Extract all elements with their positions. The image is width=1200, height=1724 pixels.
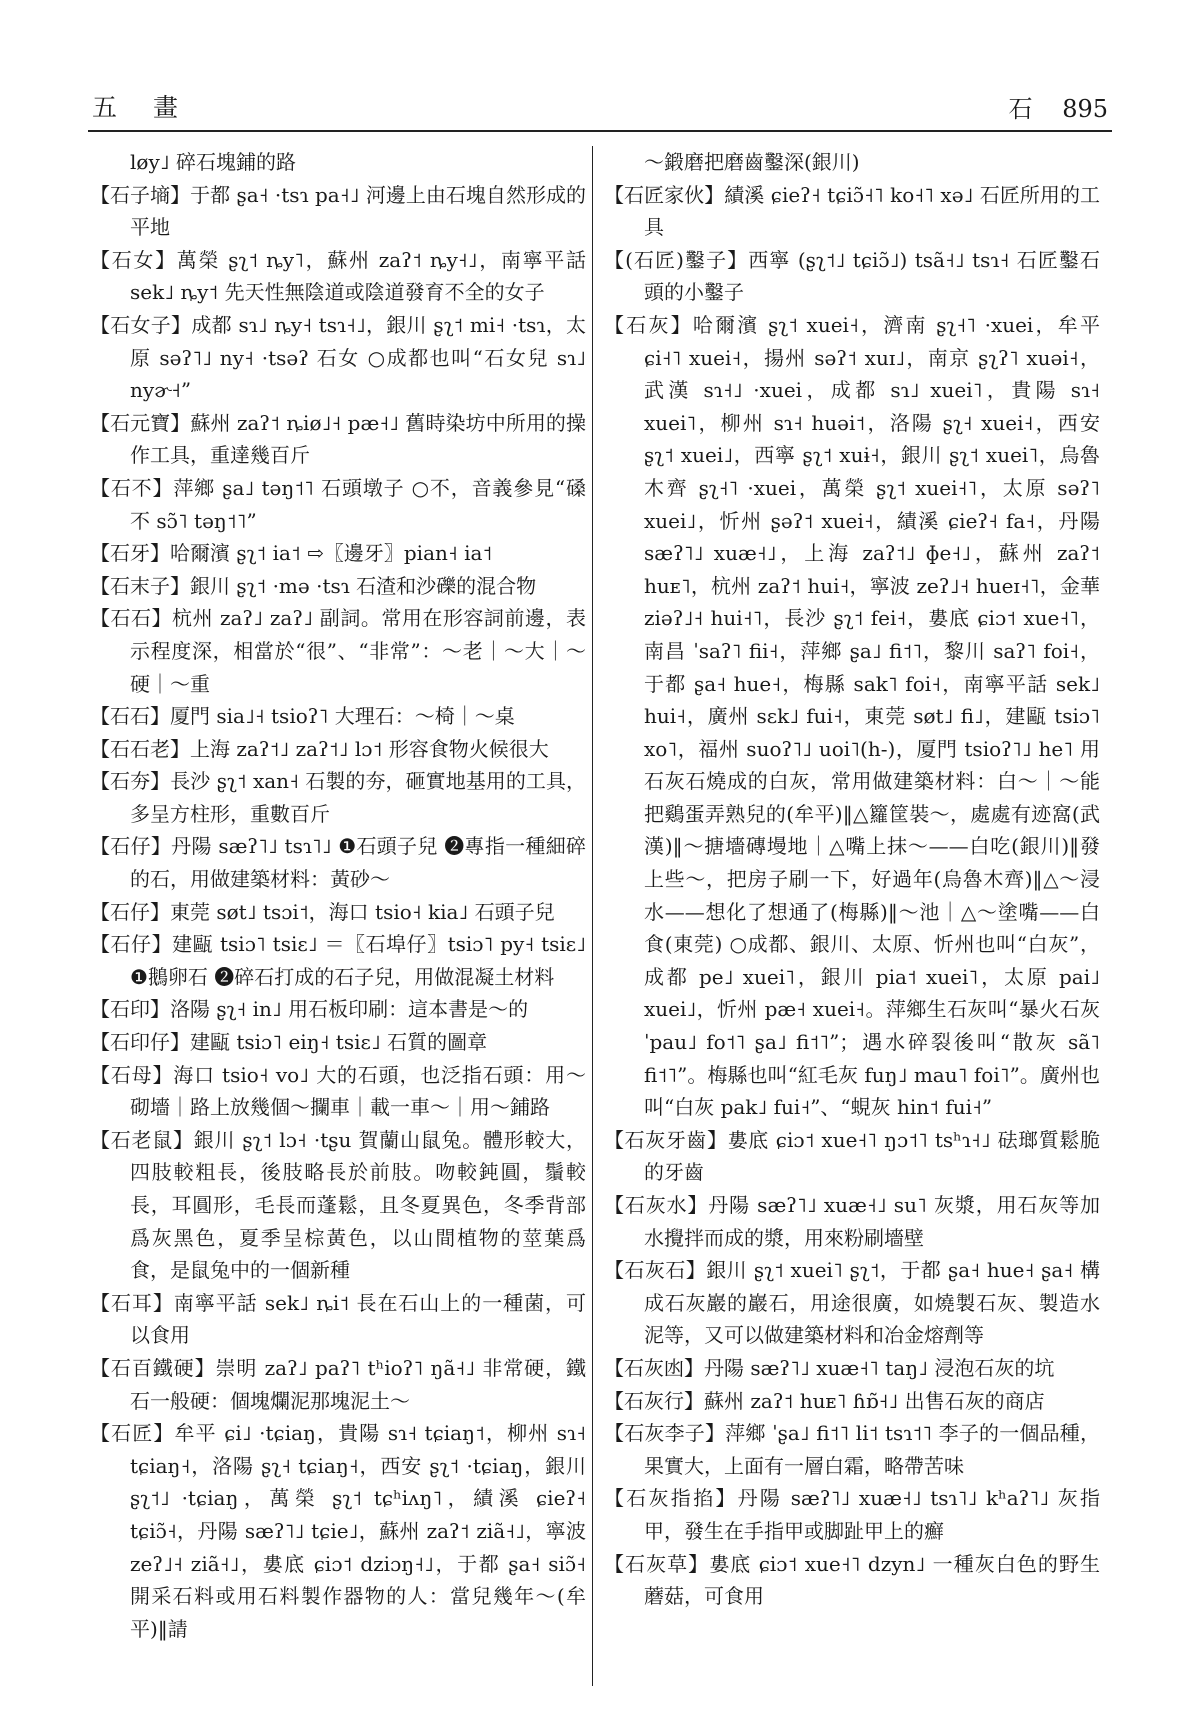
dictionary-entry: 【石印】洛陽 ʂʅ˧ in˩ 用石板印刷：這本書是～的 xyxy=(90,997,529,1022)
page-header xyxy=(88,90,1112,132)
dictionary-entry: 【石匠】牟平 ɕi˩ ·tɕiaŋ，貴陽 sɿ˧ tɕiaŋ˦，柳州 sɿ˧ tɕiaŋ˧，洛陽 ʂʅ˧ tɕiaŋ˧，西安 ʂʅ˦ ·tɕiaŋ，銀川 ʂʅ˦˩ ·tɕiaŋ，萬榮 ʂʅ˦ tɕʰiʌŋ˥，績溪 ɕieʔ˧ tɕiɔ̃˧，丹陽 sæʔ˥˩ tɕie˩，蘇州 zaʔ˦ ziã˧˩，寧波 zeʔ˩˧ ziã˧˩，婁底 ɕiɔ˦ dziɔŋ˧˩，于都 ʂa˧ siɔ̃˧ 開采石料或用石料製作器物的人：當兒幾年～(牟平)‖請 xyxy=(90,1421,586,1641)
header-character: 石 xyxy=(1008,95,1033,123)
dictionary-entry: 【石灰牙齒】婁底 ɕiɔ˦ xue˧˥ ŋɔ˦˥ tsʰɿ˧˩ 砝瑯質鬆脆的牙齒 xyxy=(604,1127,1100,1185)
dictionary-entry: 【石女】萬榮 ʂʅ˦ ȵy˥，蘇州 zaʔ˦ ȵy˧˩，南寧平話 sek˩ ȵy˦ 先天性無陰道或陰道發育不全的女子 xyxy=(90,247,586,305)
dictionary-entry: ～鍛磨把磨齒鑿深(銀川) xyxy=(644,150,860,174)
dictionary-entry: 【石末子】銀川 ʂʅ˦ ·mə ·tsɿ 石渣和沙礫的混合物 xyxy=(90,573,537,598)
dictionary-entry: 【石仔】建甌 tsiɔ˥ tsiɛ˩ ＝〖石埠仔〗tsiɔ˥ py˧ tsiɛ˩ ❶鵝卵石 ❷碎石打成的石子兒，用做混凝土材料 xyxy=(90,932,586,989)
page-header-right xyxy=(1009,89,1108,124)
section-title: 五 畫 xyxy=(92,93,192,122)
dictionary-entry: løy˩ 碎石塊鋪的路 xyxy=(130,150,296,174)
dictionary-entry: 【(石匠)鑿子】西寧 (ʂʅ˦˩ tɕiɔ̃˩) tsã˧˩ tsɿ˧ 石匠鑿石頭的小鑿子 xyxy=(604,247,1100,305)
dictionary-entry: 【石牙】哈爾濱 ʂʅ˦ ia˦ ⇨〖邊牙〗pian˧ ia˦ xyxy=(90,541,493,566)
dictionary-entry: 【石印仔】建甌 tsiɔ˥ eiŋ˧ tsiɛ˩ 石質的圖章 xyxy=(90,1030,488,1055)
dictionary-entry: 【石石】厦門 sia˩˧ tsioʔ˥ 大理石：～椅｜～桌 xyxy=(90,704,515,729)
column-divider xyxy=(592,146,593,1686)
dictionary-entry: 【石夯】長沙 ʂʅ˦ xan˧ 石製的夯，砸實地基用的工具，多呈方柱形，重數百斤 xyxy=(90,769,586,826)
dictionary-entry: 【石耳】南寧平話 sek˩ ȵi˦ 長在石山上的一種菌，可以食用 xyxy=(90,1290,586,1348)
dictionary-entry: 【石灰指掐】丹陽 sæʔ˥˩ xuæ˧˩ tsɿ˥˩ kʰaʔ˥˩ 灰指甲，發生在手指甲或脚趾甲上的癬 xyxy=(604,1486,1100,1543)
dictionary-entry: 【石石老】上海 zaʔ˦˩ zaʔ˦˩ lɔ˦ 形容食物火候很大 xyxy=(90,736,549,761)
dictionary-entry: 【石仔】東莞 søt˩ tsɔi˦，海口 tsio˧ kia˩ 石頭子兒 xyxy=(90,899,555,924)
dictionary-entry: 【石灰】哈爾濱 ʂʅ˦ xuei˧，濟南 ʂʅ˧˥ ·xuei，牟平 ɕi˧˥ xuei˧，揚州 səʔ˦ xuɪ˩，南京 ʂʅʔ˥ xuəi˧，武漢 sɿ˧˩ ·xuei，成都 sɿ˩ xuei˥，貴陽 sɿ˧ xuei˥，柳州 sɿ˧ huəi˦，洛陽 ʂʅ˧ xuei˧，西安 ʂʅ˦ xuei˩，西寧 ʂʅ˦ xuɨ˧，銀川 ʂʅ˦ xuei˥，烏魯木齊 ʂʅ˧˥ ·xuei，萬榮 ʂʅ˦ xuei˧˥，太原 səʔ˥ xuei˩，忻州 ʂəʔ˦ xuei˧，績溪 ɕieʔ˧ fa˧，丹陽 sæʔ˥˩ xuæ˧˩，上海 zaʔ˦˩ ɸe˧˩，蘇州 zaʔ˦ huᴇ˥，杭州 zaʔ˦ hui˧，寧波 zeʔ˩˧ hueɪ˧˥，金華 ziəʔ˩˧ hui˧˥，長沙 ʂʅ˦ fei˧，婁底 ɕiɔ˦ xue˧˥，南昌 ˈsaʔ˥ fii˧，萍鄉 ʂa˩ fi˦˥，黎川 saʔ˥ foi˧，于都 ʂa˧ hue˧，梅縣 sak˥ foi˧，南寧平話 sek˩ hui˧，廣州 sɛk˩ fui˧，東莞 søt˩ fi˩，建甌 tsiɔ˥ xo˥，福州 suoʔ˥˩ uoi˥(h-)，厦門 tsioʔ˥˩ he˥ 用石灰石燒成的白灰，常用做建築材料：白～｜～能把鷄蛋弄熟兒的(牟平)‖△籮筐裝～，處處有迹窩(武漢)‖～搪墻磚墁地｜△嘴上抹～——白吃(銀川)‖發上些～，把房子刷一下，好過年(烏魯木齊)‖△～浸水——想化了想通了(梅縣)‖～池｜△～塗嘴——白食(東莞) ○成都、銀川、太原、忻州也叫“白灰”，成都 pe˩ xuei˥，銀川 pia˦ xuei˥，太原 pai˩ xuei˩，忻州 pæ˧ xuei˧。萍鄉生石灰叫“暴火石灰 ˈpau˩ fo˦˥ ʂa˩ fi˦˥”；遇水碎裂後叫“散灰 sã˥ fi˦˥”。梅縣也叫“紅毛灰 fuŋ˩ mau˥ foi˥”。廣州也叫“白灰 pak˩ fui˧”、“蜆灰 hin˦ fui˧” xyxy=(604,312,1100,1120)
dictionary-entry: 【石元寶】蘇州 zaʔ˦ ȵiø˩˧ pæ˧˩ 舊時染坊中所用的操作工具，重達幾百斤 xyxy=(90,410,586,468)
dictionary-entry: 【石灰石】銀川 ʂʅ˦ xuei˥ ʂʅ˦，于都 ʂa˧ hue˧ ʂa˧ 構成石灰巖的巖石，用途很廣，如燒製石灰、製造水泥等，又可以做建築材料和冶金熔劑等 xyxy=(604,1258,1100,1348)
dictionary-entry: 【石匠家伙】績溪 ɕieʔ˧ tɕiɔ̃˧˥ ko˧˥ xə˩ 石匠所用的工具 xyxy=(604,182,1100,240)
dictionary-entry: 【石百鐵硬】崇明 zaʔ˩ paʔ˥ tʰioʔ˥ ŋã˧˩ 非常硬，鐵石一般硬：個塊爛泥那塊泥土～ xyxy=(90,1355,586,1413)
dictionary-entry: 【石不】萍鄉 ʂa˩ təŋ˦˥ 石頭墩子 ○不，音義參見“磉不 sɔ̃˥ təŋ˦˥” xyxy=(90,475,586,533)
dictionary-entry: 【石灰草】婁底 ɕiɔ˦ xue˧˥ dzyn˩ 一種灰白色的野生蘑菇，可食用 xyxy=(604,1551,1100,1609)
dictionary-entry: 【石灰水】丹陽 sæʔ˥˩ xuæ˧˩ su˥ 灰漿，用石灰等加水攪拌而成的漿，用來粉刷墻壁 xyxy=(604,1193,1100,1250)
dictionary-entry: 【石母】海口 tsio˧ vo˩ 大的石頭，也泛指石頭：用～砌墻｜路上放幾個～攔車｜載一車～｜用～鋪路 xyxy=(90,1062,586,1120)
dictionary-entry: 【石女子】成都 sɿ˩ ȵy˧ tsɿ˧˩，銀川 ʂʅ˦ mi˧ ·tsɿ，太原 səʔ˥˩ ny˧ ·tsəʔ 石女 ○成都也叫“石女兒 sɿ˩ nyɚ˧” xyxy=(90,312,586,403)
dictionary-entry: 【石灰行】蘇州 zaʔ˦ huᴇ˥ ɦɒ̃˧˩ 出售石灰的商店 xyxy=(604,1388,1045,1413)
page-number: 895 xyxy=(1062,95,1108,123)
dictionary-entry: 【石灰凼】丹陽 sæʔ˥˩ xuæ˧˥ taŋ˩ 浸泡石灰的坑 xyxy=(604,1355,1055,1380)
dictionary-entry: 【石灰李子】萍鄉 ˈʂa˩ fi˦˥ li˦ tsɿ˦˥ 李子的一個品種，果實大，上面有一層白霜，略帶苦味 xyxy=(604,1421,1100,1478)
dictionary-entry: 【石仔】丹陽 sæʔ˥˩ tsɿ˥˩ ❶石頭子兒 ❷專指一種細碎的石，用做建築材料：黃砂～ xyxy=(90,834,586,892)
dictionary-entry: 【石老鼠】銀川 ʂʅ˦ lɔ˧ ·tʂu 賀蘭山鼠兔。體形較大，四肢較粗長，後肢略長於前肢。吻較鈍圓，鬚較長，耳圓形，毛長而蓬鬆，且冬夏異色，冬季背部爲灰黑色，夏季呈棕黃色，以山間植物的莖葉爲食，是鼠兔中的一個新種 xyxy=(90,1127,586,1283)
dictionary-entry: 【石石】杭州 zaʔ˩ zaʔ˩ 副詞。常用在形容詞前邊，表示程度深，相當於“很”、“非常”：～老｜～大｜～硬｜～重 xyxy=(90,606,586,696)
dictionary-entry: 【石子墒】于都 ʂa˧ ·tsɿ pa˧˩ 河邊上由石塊自然形成的平地 xyxy=(90,182,586,240)
right-column xyxy=(604,146,1100,1613)
left-column xyxy=(90,146,586,1645)
